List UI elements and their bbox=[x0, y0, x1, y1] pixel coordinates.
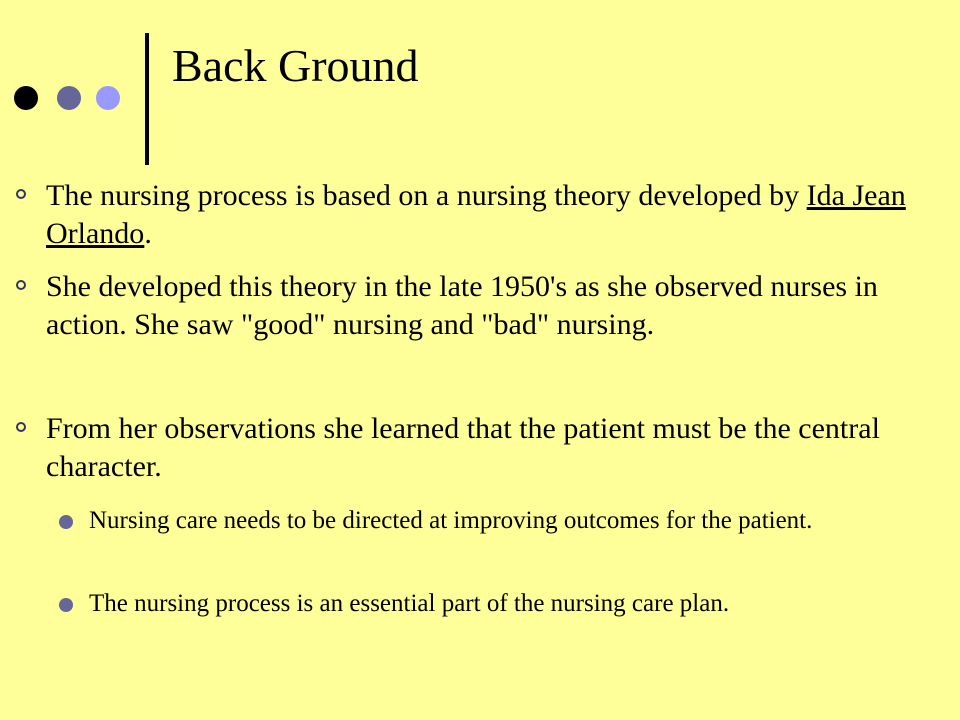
bullet-text: She developed this theory in the late 1950's as she observed nurses in action. She saw "good" nursing and "bad" nursing. bbox=[46, 270, 878, 341]
lavender-dot-icon bbox=[96, 86, 120, 110]
black-dot-icon bbox=[14, 86, 38, 110]
slate-dot-icon bbox=[57, 86, 81, 110]
slide-title: Back Ground bbox=[172, 40, 419, 91]
ring-bullet-icon bbox=[16, 280, 26, 290]
ring-bullet-icon bbox=[16, 189, 26, 199]
sub-bullet-item bbox=[89, 587, 929, 621]
dot-bullet-icon bbox=[59, 515, 73, 529]
ring-bullet-icon bbox=[16, 422, 26, 432]
orlando-link[interactable]: Ida Jean Orlando bbox=[46, 179, 906, 250]
sub-bullet-text: Nursing care needs to be directed at improving outcomes for the patient. bbox=[89, 507, 813, 534]
bullet-text: The nursing process is based on a nursing theory developed by bbox=[46, 179, 807, 212]
bullet-item bbox=[46, 268, 926, 344]
sub-bullet-item bbox=[89, 504, 929, 538]
bullet-text-end: . bbox=[144, 217, 152, 250]
sub-bullet-text: The nursing process is an essential part of the nursing care plan. bbox=[89, 590, 730, 617]
bullet-item bbox=[46, 177, 926, 253]
title-divider bbox=[145, 33, 149, 165]
bullet-text: From her observations she learned that the patient must be the central character. bbox=[46, 412, 880, 483]
bullet-item bbox=[46, 410, 926, 486]
dot-bullet-icon bbox=[59, 598, 73, 612]
